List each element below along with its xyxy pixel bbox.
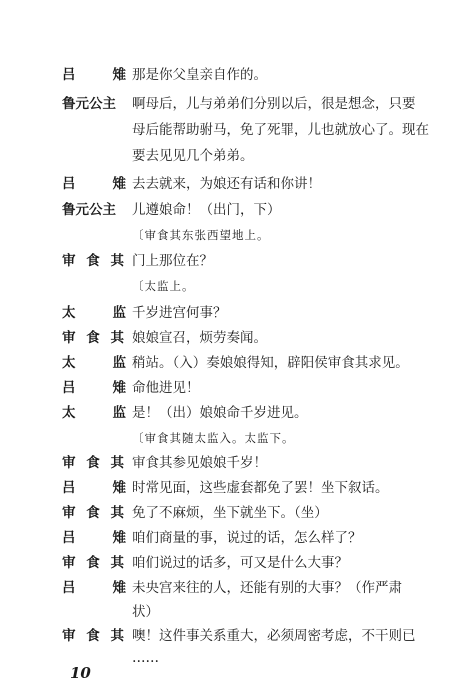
dialogue-line (0, 352, 472, 374)
dialogue-line (0, 199, 472, 221)
dialogue-text: 状） (132, 604, 159, 620)
dialogue-line (0, 64, 472, 86)
speaker-name: 鲁元公主 (62, 96, 116, 112)
dialogue-line (0, 250, 472, 272)
speaker-name: 吕 雉 (62, 176, 126, 192)
speaker-name: 太 监 (62, 405, 126, 421)
speaker-name: 审 食 其 (62, 330, 124, 346)
speaker-name: 吕 雉 (62, 67, 126, 83)
speaker-name: 鲁元公主 (62, 202, 116, 218)
dialogue-line (0, 93, 472, 115)
dialogue-line (0, 625, 472, 647)
page-number: 10 (70, 664, 91, 682)
dialogue-line (0, 502, 472, 524)
dialogue-text: 稍站。（入）奏娘娘得知，辟阳侯审食其求见。 (132, 355, 409, 371)
dialogue-line (0, 327, 472, 349)
dialogue-text: 娘娘宣召，烦劳奏闻。 (132, 330, 267, 346)
dialogue-text: 咱们说过的话多，可又是什么大事？ (132, 555, 348, 571)
dialogue-text: 时常见面，这些虚套都免了罢！坐下叙话。 (132, 480, 389, 496)
dialogue-line (0, 377, 472, 399)
dialogue-text: 是！（出）娘娘命千岁进见。 (132, 405, 308, 421)
speaker-name: 吕 雉 (62, 380, 126, 396)
dialogue-text: 啊母后，儿与弟弟们分别以后，很是想念，只要 (132, 96, 416, 112)
stage-direction-text: 〔太监上。 (132, 279, 195, 293)
dialogue-continuation (0, 119, 472, 141)
dialogue-line (0, 552, 472, 574)
dialogue-text: 千岁进宫何事？ (132, 305, 227, 321)
speaker-name: 太 监 (62, 355, 126, 371)
dialogue-line (0, 452, 472, 474)
dialogue-line (0, 577, 472, 599)
speaker-name: 审 食 其 (62, 253, 124, 269)
dialogue-line (0, 527, 472, 549)
dialogue-text: 母后能帮助驸马，免了死罪，儿也就放心了。现在 (132, 122, 429, 138)
dialogue-text: 儿遵娘命！（出门，下） (132, 202, 281, 218)
dialogue-text: 那是你父皇亲自作的。 (132, 67, 267, 83)
speaker-name: 吕 雉 (62, 530, 126, 546)
speaker-name: 太 监 (62, 305, 126, 321)
dialogue-line (0, 173, 472, 195)
speaker-name: 审 食 其 (62, 455, 124, 471)
speaker-name: 吕 雉 (62, 580, 126, 596)
dialogue-line (0, 302, 472, 324)
dialogue-text: …… (132, 650, 159, 666)
dialogue-continuation (0, 145, 472, 167)
dialogue-text: 命他进见！ (132, 380, 200, 396)
stage-direction (0, 275, 472, 297)
speaker-name: 审 食 其 (62, 555, 124, 571)
speaker-name: 吕 雉 (62, 480, 126, 496)
dialogue-line (0, 477, 472, 499)
stage-direction (0, 224, 472, 246)
stage-direction-text: 〔审食其随太监入。太监下。 (132, 431, 295, 445)
dialogue-text: 噢！这件事关系重大，必须周密考虑，不干则已 (132, 628, 416, 644)
stage-direction-text: 〔审食其东张西望地上。 (132, 228, 270, 242)
dialogue-text: 审食其参见娘娘千岁！ (132, 455, 267, 471)
dialogue-text: 未央宫来往的人，还能有别的大事？（作严肃 (132, 580, 402, 596)
dialogue-text: 要去见见几个弟弟。 (132, 148, 254, 164)
dialogue-text: 门上那位在？ (132, 253, 213, 269)
speaker-name: 审 食 其 (62, 628, 124, 644)
dialogue-line (0, 402, 472, 424)
dialogue-text: 咱们商量的事，说过的话，怎么样了？ (132, 530, 362, 546)
dialogue-text: 去去就来，为娘还有话和你讲！ (132, 176, 321, 192)
speaker-name: 审 食 其 (62, 505, 124, 521)
stage-direction (0, 427, 472, 449)
dialogue-text: 免了不麻烦，坐下就坐下。（坐） (132, 505, 328, 521)
dialogue-continuation (0, 601, 472, 623)
